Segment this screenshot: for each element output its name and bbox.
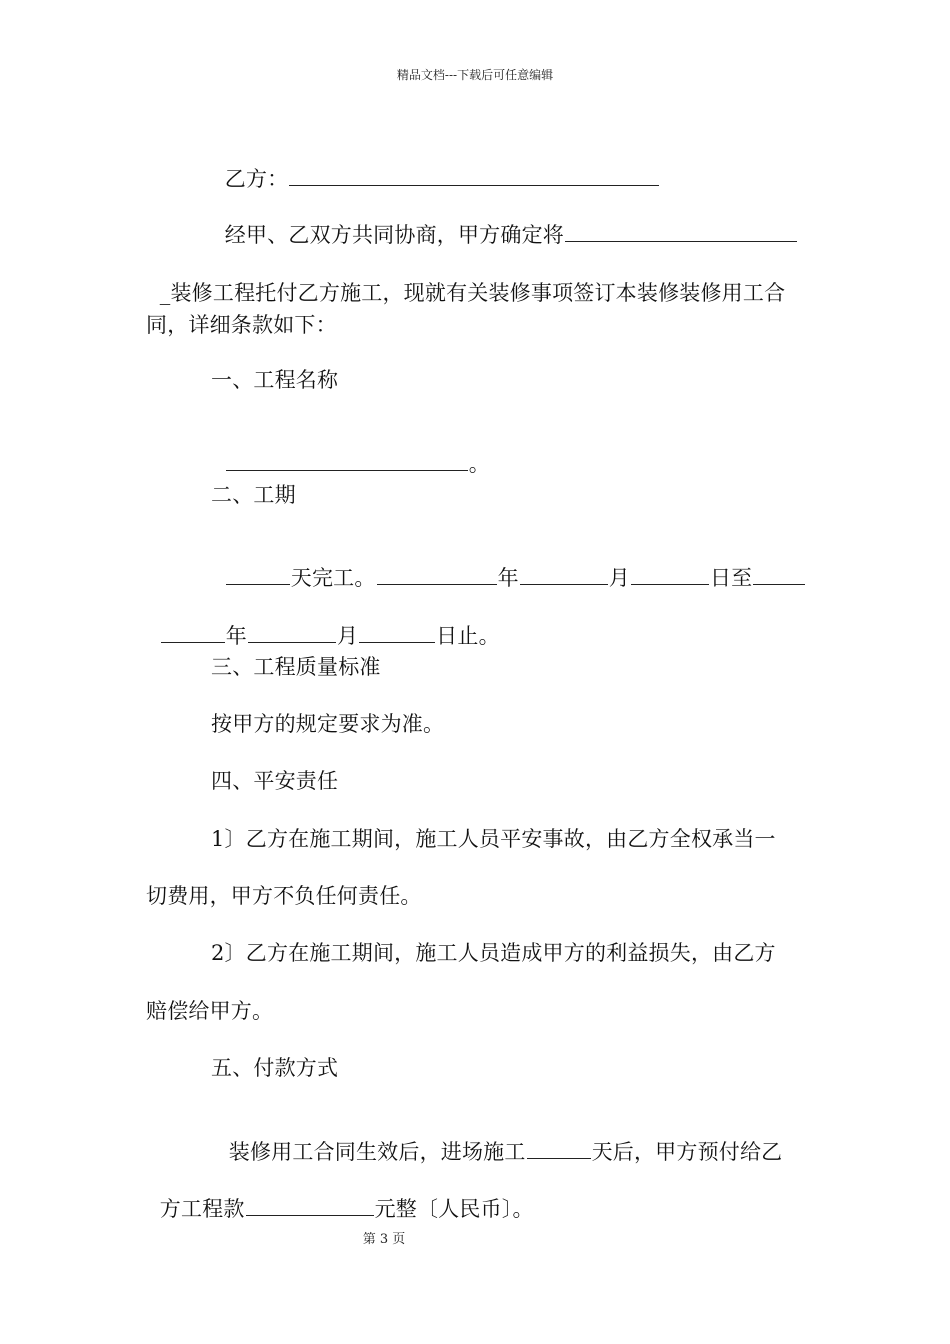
- blank-field: [248, 624, 336, 643]
- text: 方工程款: [159, 1197, 245, 1221]
- text: 月: [608, 566, 630, 590]
- schedule-line: [211, 539, 806, 591]
- text: 年: [497, 566, 519, 590]
- blank-field: [753, 566, 805, 585]
- blank-field: [565, 223, 797, 242]
- text: 天完工。: [290, 566, 376, 590]
- party-b-label: 乙方：: [224, 167, 289, 191]
- blank-field: [359, 624, 435, 643]
- page-number: 第 3 页: [362, 1232, 406, 1247]
- section-heading: 四、平安责任: [211, 769, 339, 793]
- text: 装修工程托付乙方施工，现就有关装修事项签订本装修装修用工合: [170, 281, 786, 305]
- page-header: 精品文档---下载后可任意编辑: [396, 68, 554, 82]
- text: 元整〔人民币〕。: [374, 1197, 534, 1221]
- blank-field: [246, 1197, 374, 1216]
- paragraph-line: [146, 254, 785, 306]
- text: _: [159, 281, 171, 305]
- party-b-line: [211, 140, 660, 192]
- blank-field: [527, 1140, 591, 1159]
- text: 日至: [709, 566, 753, 590]
- section-heading: 一、工程名称: [211, 368, 339, 392]
- paragraph-line: 1〕乙方在施工期间，施工人员平安事故，由乙方全权承当一: [211, 827, 776, 851]
- blank-field: [226, 566, 290, 585]
- text: 年: [225, 624, 247, 648]
- blank-field: [377, 566, 497, 585]
- blank-field: [520, 566, 608, 585]
- text: 经甲、乙双方共同协商，甲方确定将: [224, 223, 564, 247]
- paragraph-line: 同，详细条款如下：: [146, 313, 337, 337]
- payment-line: [146, 1170, 534, 1222]
- blank-field: [289, 167, 659, 186]
- section-heading: 三、工程质量标准: [211, 655, 381, 679]
- text: 。: [468, 452, 490, 476]
- text: 天后，甲方预付给乙: [591, 1140, 783, 1164]
- schedule-line: [146, 597, 500, 649]
- paragraph-line: 2〕乙方在施工期间，施工人员造成甲方的利益损失，由乙方: [211, 941, 776, 965]
- blank-field: [226, 452, 468, 471]
- project-name-line: [211, 425, 490, 477]
- paragraph-line: 按甲方的规定要求为准。: [211, 712, 445, 736]
- text: 月: [336, 624, 359, 648]
- section-heading: 二、工期: [211, 483, 296, 507]
- paragraph-line: [211, 196, 798, 248]
- blank-field: [631, 566, 709, 585]
- paragraph-line: 切费用，甲方不负任何责任。: [146, 884, 422, 908]
- text: 日止。: [436, 624, 500, 648]
- text: 装修用工合同生效后，进场施工: [228, 1140, 526, 1164]
- section-heading: 五、付款方式: [211, 1056, 339, 1080]
- payment-line: [215, 1113, 782, 1165]
- blank-field: [161, 624, 225, 643]
- paragraph-line: 赔偿给甲方。: [146, 999, 274, 1023]
